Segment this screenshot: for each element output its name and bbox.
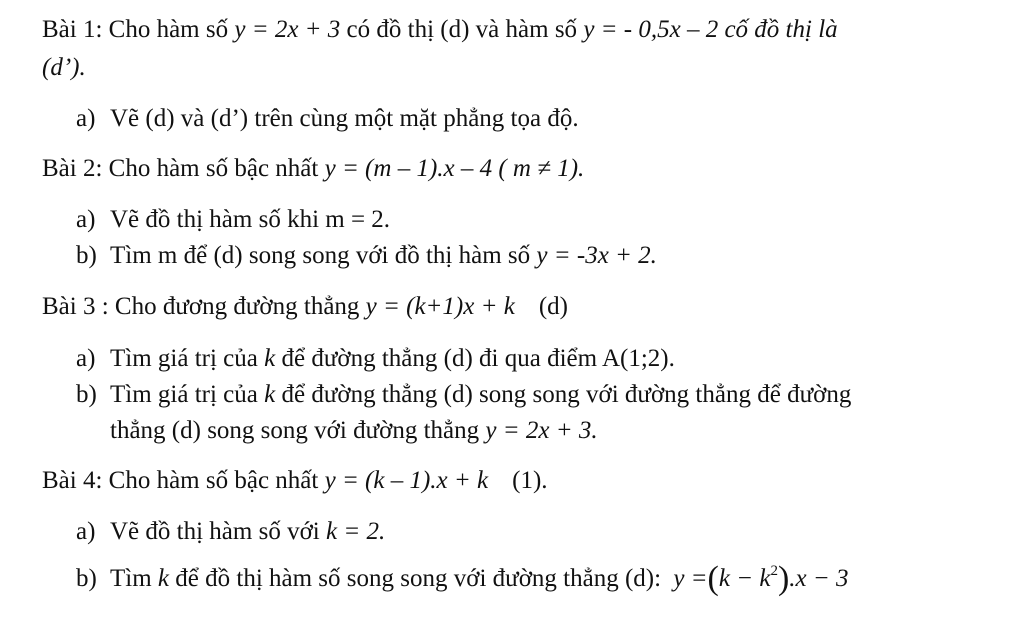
bai1-equation-1: y = 2x + 3 [234, 16, 341, 43]
bai4-eq-exponent: 2 [770, 563, 778, 579]
bai3-item-b-label: b) [76, 381, 97, 408]
bai3-item-a-text-post: để đường thẳng (d) đi qua điểm A(1;2). [275, 345, 675, 372]
bai4-item-b-equation [673, 560, 849, 597]
bai3-equation: y = (k+1)x + k [365, 293, 515, 320]
bai4-item-b-text-post: để đồ thị hàm số song song với đường thẳng (d): [169, 565, 668, 592]
bai2-item-a-label: a) [76, 206, 96, 233]
bai4-item-b-variable: k [157, 565, 170, 592]
bai3-title-line-label: (d) [538, 293, 568, 320]
bai4-item-b-text-pre: Tìm [110, 565, 158, 592]
bai1-item-a-label: a) [76, 105, 96, 132]
bai3-item-a [76, 343, 675, 374]
bai2-title-text: Bài 2: Cho hàm số bậc nhất [42, 155, 325, 182]
bai2-equation: y = (m – 1).x – 4 ( m ≠ 1). [324, 155, 585, 182]
bai2-item-b-label: b) [76, 242, 97, 269]
bai1-title-text: Bài 1: Cho hàm số [42, 16, 235, 43]
bai4-equation: y = (k – 1).x + k [324, 467, 489, 494]
bai4-title-equation-label: (1). [512, 467, 548, 494]
bai4-item-a-label: a) [76, 518, 96, 545]
bai4-item-a-text: Vẽ đồ thị hàm số với [110, 518, 326, 545]
bai2-item-a-text: Vẽ đồ thị hàm số khi m = 2. [110, 206, 391, 233]
bai2-item-a [76, 204, 390, 235]
bai4-item-b [76, 558, 848, 601]
bai1-title-continuation: (d’). [42, 54, 86, 81]
bai1-item-a-text: Vẽ (d) và (d’) trên cùng một mặt phẳng tọa độ. [110, 105, 579, 132]
bai3-title-text: Bài 3 : Cho đương đường thẳng [42, 293, 366, 320]
bai3-item-b-continuation [110, 415, 598, 446]
bai4-eq-tail: .x − 3 [789, 565, 849, 592]
bai4-eq-right-paren: ) [777, 560, 790, 597]
bai3-item-a-text-pre: Tìm giá trị của [110, 345, 265, 372]
bai2-item-b [76, 240, 657, 271]
bai3-item-b [76, 379, 851, 410]
bai3-item-b-cont-equation: y = 2x + 3. [485, 417, 598, 444]
bai3-item-a-variable: k [264, 345, 276, 372]
bai4-title [42, 465, 548, 496]
bai1-title-mid: có đồ thị (d) và hàm số [340, 16, 584, 43]
bai4-title-text: Bài 4: Cho hàm số bậc nhất [42, 467, 325, 494]
bai4-item-b-label: b) [76, 565, 97, 592]
bai2-item-b-equation: y = -3x + 2. [536, 242, 657, 269]
bai3-item-a-label: a) [76, 345, 96, 372]
bai3-item-b-text-post: để đường thẳng (d) song song với đường thẳng để đường [275, 381, 852, 408]
bai1-equation-2: y = - 0,5x – 2 cố đồ thị là [583, 16, 838, 43]
bai4-item-a-equation: k = 2. [325, 518, 386, 545]
bai4-eq-y: y = [673, 565, 708, 592]
bai4-eq-k-term: k − k [718, 565, 771, 592]
bai1-item-a [76, 103, 579, 134]
bai2-title [42, 153, 584, 184]
bai3-item-b-cont-text: thẳng (d) song song với đường thẳng [110, 417, 486, 444]
bai3-item-b-text-pre: Tìm giá trị của [110, 381, 265, 408]
bai2-item-b-text: Tìm m để (d) song song với đồ thị hàm số [110, 242, 537, 269]
bai4-item-a [76, 516, 385, 547]
bai1-title [42, 14, 838, 45]
bai3-title [42, 291, 568, 322]
bai3-item-b-variable: k [264, 381, 276, 408]
bai4-eq-left-paren: ( [707, 560, 719, 597]
